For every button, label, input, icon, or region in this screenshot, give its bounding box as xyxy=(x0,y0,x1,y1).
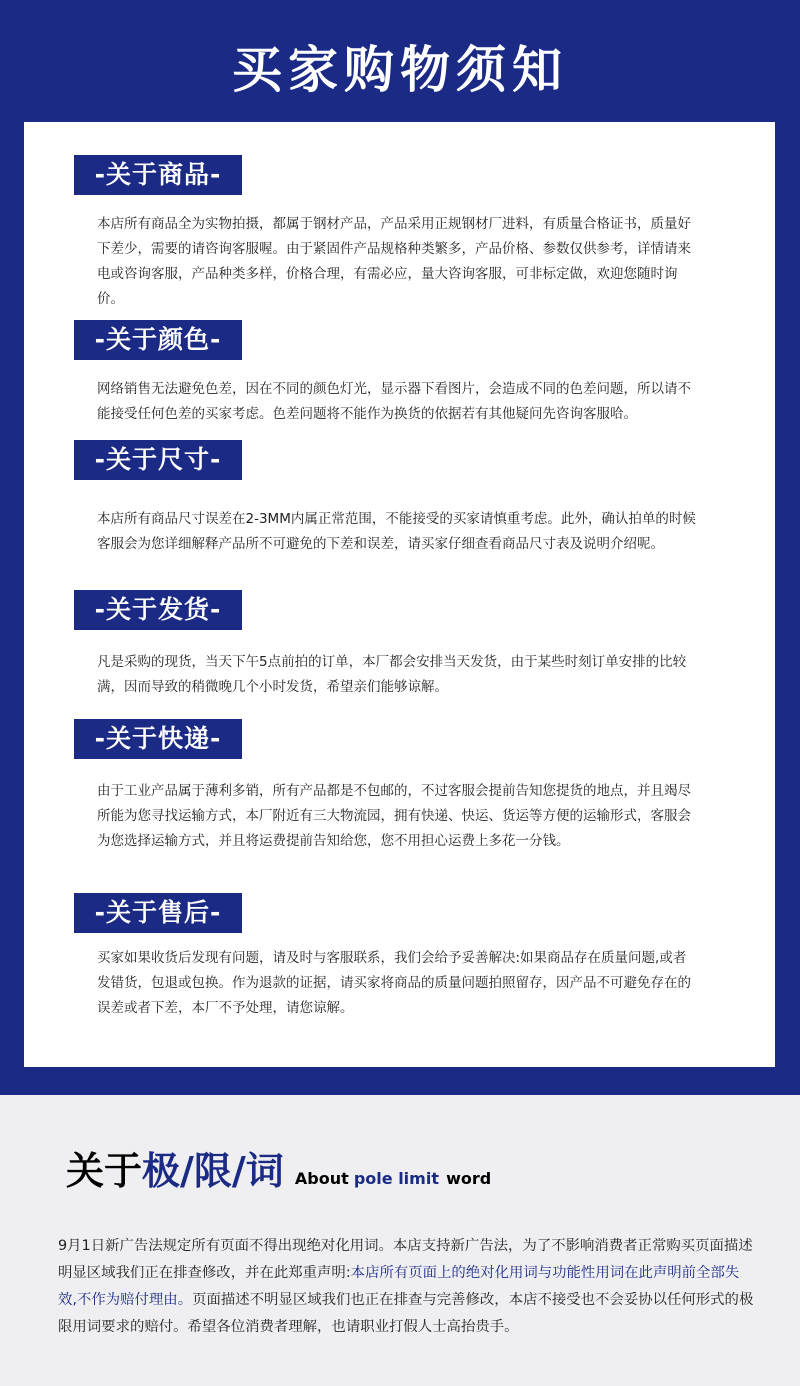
limit-subtitle-prefix: About xyxy=(294,1169,349,1188)
heading-color: -关于颜色- xyxy=(74,320,242,360)
heading-express: -关于快递- xyxy=(74,719,242,759)
notice-panel xyxy=(24,122,775,1067)
limit-text-part1: 9月1日新广告法规定所有页面不得出现绝对化用词。本店支持新广告法，为了不影响消费者正常购买页面描述明显区域我们正在排查修改，并在此郑重声明: xyxy=(58,1238,753,1281)
limit-subtitle-suffix: word xyxy=(446,1169,492,1188)
heading-shipping: -关于发货- xyxy=(74,590,242,630)
limit-text-part2: 页面描述不明显区域我们也正在排查与完善修改，本店不接受也不会妥协以任何形式的极限用词要求的赔付。希望各位消费者理解，也请职业打假人士高抬贵手。 xyxy=(58,1292,754,1335)
heading-product: -关于商品- xyxy=(74,155,242,195)
limit-title-highlight: 极/限/词 xyxy=(142,1149,284,1193)
text-shipping: 凡是采购的现货，当天下午5点前拍的订单，本厂都会安排当天发货，由于某些时刻订单安排的比较满，因而导致的稍微晚几个小时发货，希望亲们能够谅解。 xyxy=(97,654,687,695)
heading-size: -关于尺寸- xyxy=(74,440,242,480)
limit-words-text xyxy=(58,1233,758,1341)
text-size: 本店所有商品尺寸误差在2-3MM内属正常范围，不能接受的买家请慎重考虑。此外，确认拍单的时候客服会为您详细解释产品所不可避免的下差和误差，请买家仔细查看商品尺寸表及说明介绍呢。 xyxy=(97,511,696,552)
limit-title-prefix: 关于 xyxy=(66,1149,143,1193)
limit-subtitle-highlight: pole limit xyxy=(353,1169,439,1188)
text-express: 由于工业产品属于薄利多销，所有产品都是不包邮的，不过客服会提前告知您提货的地点，并且竭尽所能为您寻找运输方式，本厂附近有三大物流园，拥有快递、快运、货运等方便的运输形式，客服会为您选择运输方式，并且将运费提前告知给您，您不用担心运费上多花一分钱。 xyxy=(97,783,691,849)
heading-aftersales: -关于售后- xyxy=(74,893,242,933)
text-product: 本店所有商品全为实物拍摄，都属于钢材产品，产品采用正规钢材厂进料，有质量合格证书，质量好下差少，需要的请咨询客服喔。由于紧固件产品规格种类繁多，产品价格、参数仅供参考，详情请来电或咨询客服，产品种类多样，价格合理，有需必应，量大咨询客服，可非标定做，欢迎您随时询价。 xyxy=(97,216,691,307)
page-title: 买家购物须知 xyxy=(232,41,568,99)
text-aftersales: 买家如果收货后发现有问题，请及时与客服联系，我们会给予妥善解决:如果商品存在质量问题,或者发错货，包退或包换。作为退款的证据，请买家将商品的质量问题拍照留存，因产品不可避免存在的误差或者下差，本厂不予处理，请您谅解。 xyxy=(97,950,691,1016)
limit-words-title xyxy=(66,1140,492,1193)
limit-text-highlight: 本店所有页面上的绝对化用词与功能性用词在此声明前全部失效,不作为赔付理由。 xyxy=(58,1265,740,1308)
text-color: 网络销售无法避免色差，因在不同的颜色灯光，显示器下看图片，会造成不同的色差问题，所以请不能接受任何色差的买家考虑。色差问题将不能作为换货的依据若有其他疑问先咨询客服哈。 xyxy=(97,381,691,422)
